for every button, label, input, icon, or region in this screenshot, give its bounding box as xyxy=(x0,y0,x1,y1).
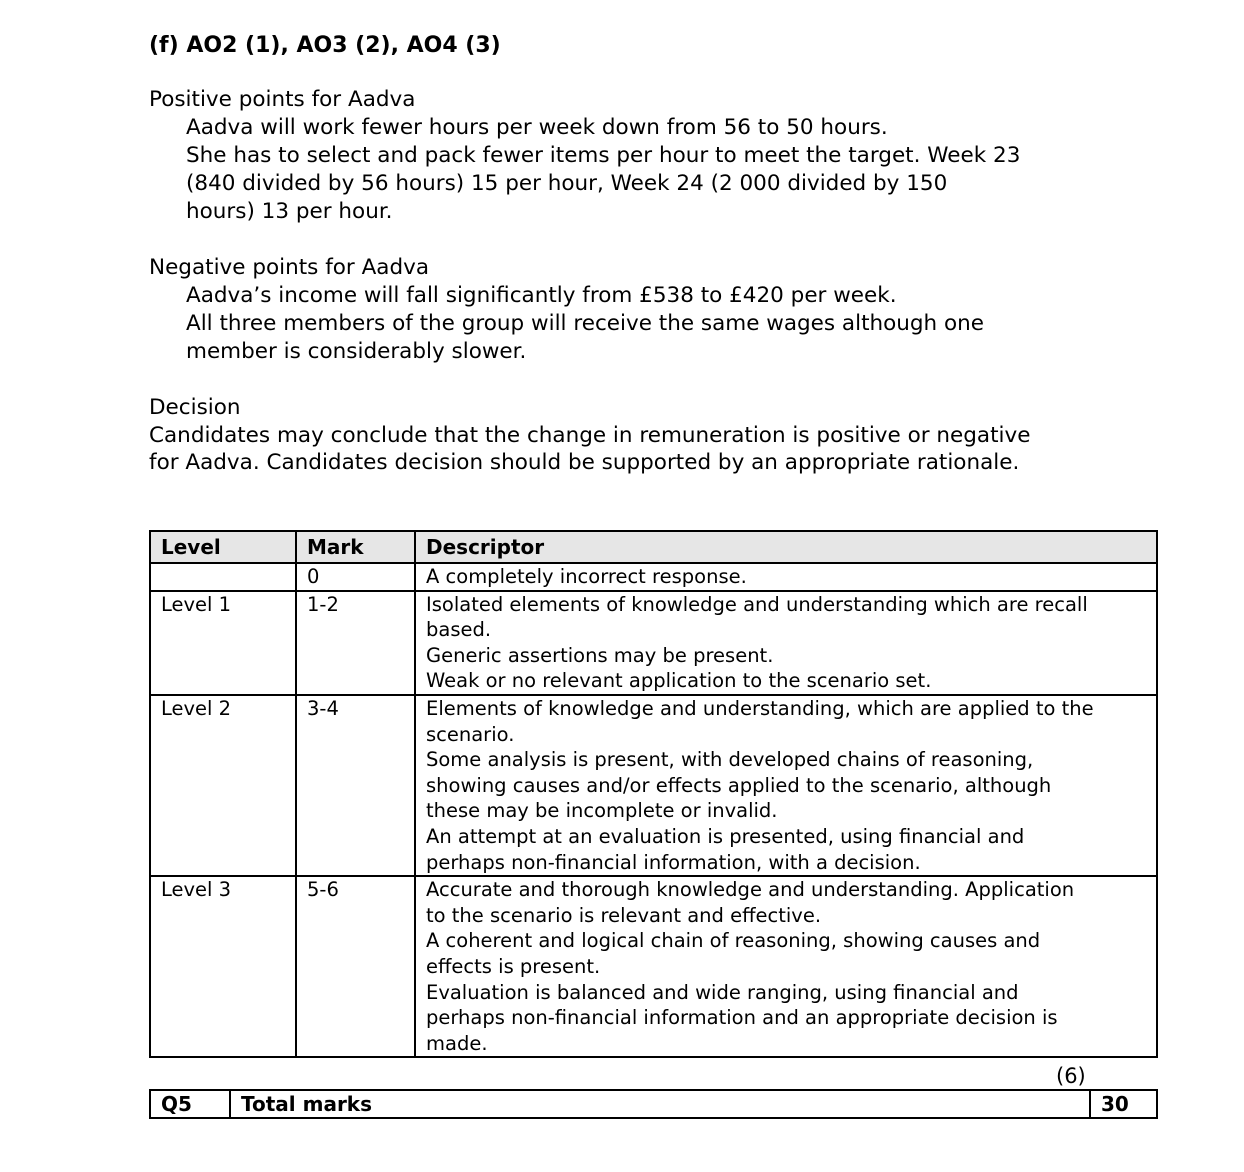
descriptor-cell xyxy=(415,695,1157,876)
text-line: member is considerably slower. xyxy=(186,339,527,364)
table-row xyxy=(150,563,1157,591)
text-line: for Aadva. Candidates decision should be supported by an appropriate rationale. xyxy=(149,450,1020,475)
text-line: Accurate and thorough knowledge and understanding. Application xyxy=(426,878,1075,902)
text-line: Isolated elements of knowledge and understanding which are recall xyxy=(426,592,1088,616)
levels-table xyxy=(149,530,1158,1058)
positive-points-section xyxy=(149,86,1020,226)
text-line: Some analysis is present, with developed chains of reasoning, xyxy=(426,748,1034,772)
total-marks-table xyxy=(149,1089,1158,1119)
positive-points-text xyxy=(149,114,1020,226)
descriptor-cell xyxy=(415,876,1157,1057)
mark-cell: 5-6 xyxy=(296,876,415,1057)
text-line: Evaluation is balanced and wide ranging, using financial and xyxy=(426,980,1019,1004)
section-title: (f) AO2 (1), AO3 (2), AO4 (3) xyxy=(149,33,501,58)
decision-heading: Decision xyxy=(149,395,241,420)
text-line: A completely incorrect response. xyxy=(426,565,747,588)
negative-heading: Negative points for Aadva xyxy=(149,255,430,280)
text-line: effects is present. xyxy=(426,954,601,978)
text-line: to the scenario is relevant and effective. xyxy=(426,903,822,927)
header-descriptor: Descriptor xyxy=(415,531,1157,563)
level-cell: Level 2 xyxy=(150,695,296,876)
text-line: showing causes and/or effects applied to the scenario, although xyxy=(426,773,1052,797)
mark-cell: 0 xyxy=(296,563,415,591)
negative-points-text xyxy=(149,282,984,366)
header-level: Level xyxy=(150,531,296,563)
decision-section xyxy=(149,394,1030,477)
table-header-row xyxy=(150,531,1157,563)
subtotal-marks: (6) xyxy=(1056,1064,1086,1088)
total-label: Total marks xyxy=(230,1090,1090,1118)
text-line: perhaps non-financial information and an appropriate decision is xyxy=(426,1006,1058,1030)
table-row xyxy=(150,876,1157,1057)
text-line: based. xyxy=(426,618,492,642)
mark-cell: 3-4 xyxy=(296,695,415,876)
text-line: All three members of the group will receive the same wages although one xyxy=(186,311,985,336)
text-line: Aadva’s income will fall significantly from £538 to £420 per week. xyxy=(186,283,897,308)
level-cell: Level 1 xyxy=(150,591,296,695)
table-row xyxy=(150,695,1157,876)
text-line: (840 divided by 56 hours) 15 per hour, Week 24 (2 000 divided by 150 xyxy=(186,171,948,196)
table-row xyxy=(150,591,1157,695)
text-line: Elements of knowledge and understanding, which are applied to the xyxy=(426,696,1094,720)
total-value: 30 xyxy=(1090,1090,1157,1118)
header-mark: Mark xyxy=(296,531,415,563)
text-line: Generic assertions may be present. xyxy=(426,643,774,667)
negative-points-section xyxy=(149,254,984,366)
descriptor-cell xyxy=(415,591,1157,695)
level-cell: Level 3 xyxy=(150,876,296,1057)
text-line: perhaps non-financial information, with a decision. xyxy=(426,850,921,874)
text-line: scenario. xyxy=(426,722,515,746)
text-line: made. xyxy=(426,1031,488,1055)
text-line: Weak or no relevant application to the scenario set. xyxy=(426,669,932,693)
text-line: hours) 13 per hour. xyxy=(186,199,393,224)
text-line: Aadva will work fewer hours per week down from 56 to 50 hours. xyxy=(186,115,888,140)
mark-cell: 1-2 xyxy=(296,591,415,695)
decision-text xyxy=(149,422,1030,477)
descriptor-cell xyxy=(415,563,1157,591)
total-row xyxy=(150,1090,1157,1118)
positive-heading: Positive points for Aadva xyxy=(149,87,416,112)
question-number: Q5 xyxy=(150,1090,230,1118)
text-line: A coherent and logical chain of reasoning, showing causes and xyxy=(426,929,1041,953)
text-line: An attempt at an evaluation is presented, using financial and xyxy=(426,824,1025,848)
level-cell xyxy=(150,563,296,591)
text-line: She has to select and pack fewer items per hour to meet the target. Week 23 xyxy=(186,143,1021,168)
text-line: Candidates may conclude that the change in remuneration is positive or negative xyxy=(149,422,1031,448)
text-line: these may be incomplete or invalid. xyxy=(426,799,778,823)
